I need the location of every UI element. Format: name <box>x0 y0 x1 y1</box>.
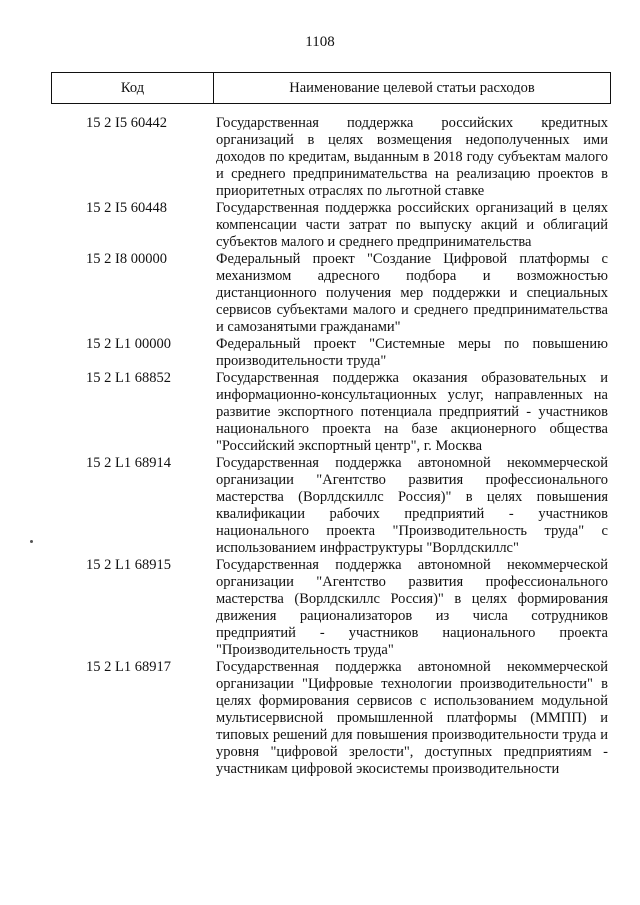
row-code: 15 2 L1 68852 <box>86 370 171 386</box>
row-description: Государственная поддержка российских организаций в целях компенсации части затрат по выпуску акций и облигаций субъектов малого и среднего предпринимательства <box>216 200 608 250</box>
row-code: 15 2 I5 60448 <box>86 200 167 216</box>
row-code: 15 2 I5 60442 <box>86 115 167 131</box>
row-code: 15 2 L1 68914 <box>86 455 171 471</box>
table-row <box>0 336 640 370</box>
row-description: Государственная поддержка автономной некоммерческой организации "Агентство развития профессионального мастерства (Ворлдскиллс Россия)" в целях повышения квалификации рабочих предприятий - участников национального проекта "Производительность труда" с использованием инфраструктуры "Ворлдскиллс" <box>216 455 608 556</box>
table-row <box>0 557 640 659</box>
row-description: Государственная поддержка автономной некоммерческой организации "Цифровые технологии производительности" в целях формирования сервисов с использованием модульной мультисервисной промышленной платформы (ММПП) и типовых решений для повышения производительности труда и уровня "цифровой зрелости", доступных предприятиям - участникам цифровой экосистемы производительности <box>216 659 608 777</box>
scan-dot-mark <box>30 540 33 543</box>
row-description: Федеральный проект "Системные меры по повышению производительности труда" <box>216 336 608 369</box>
table-row <box>0 659 640 778</box>
row-description: Федеральный проект "Создание Цифровой платформы с механизмом адресного подбора и возможностью дистанционного получения мер поддержки и специальных сервисов субъектами малого и среднего предпринимательства и самозанятыми гражданами" <box>216 251 608 335</box>
row-code: 15 2 I8 00000 <box>86 251 167 267</box>
row-code: 15 2 L1 68917 <box>86 659 171 675</box>
table-header <box>51 72 611 104</box>
row-code: 15 2 L1 00000 <box>86 336 171 352</box>
table-row <box>0 115 640 200</box>
table-row <box>0 251 640 336</box>
table-row <box>0 370 640 455</box>
page-number: 1108 <box>305 34 335 50</box>
expense-items-list <box>0 115 640 778</box>
row-description: Государственная поддержка оказания образовательных и информационно-консультационных услуг, направленных на развитие экспортного потенциала предприятий - участников национального проекта на базе акционерного общества "Российский экспортный центр", г. Москва <box>216 370 608 454</box>
row-description: Государственная поддержка российских кредитных организаций в целях возмещения недополученных ими доходов по кредитам, выданным в 2018 году субъектам малого и среднего предпринимательства на реализацию проектов в приоритетных отраслях по льготной ставке <box>216 115 608 199</box>
row-description: Государственная поддержка автономной некоммерческой организации "Агентство развития профессионального мастерства (Ворлдскиллс Россия)" в целях формирования движения рационализаторов из числа сотрудников предприятий - участников национального проекта "Производительность труда" <box>216 557 608 658</box>
column-header-name: Наименование целевой статьи расходов <box>289 79 535 96</box>
row-code: 15 2 L1 68915 <box>86 557 171 573</box>
table-row <box>0 455 640 557</box>
column-header-code: Код <box>52 73 214 103</box>
table-row <box>0 200 640 251</box>
